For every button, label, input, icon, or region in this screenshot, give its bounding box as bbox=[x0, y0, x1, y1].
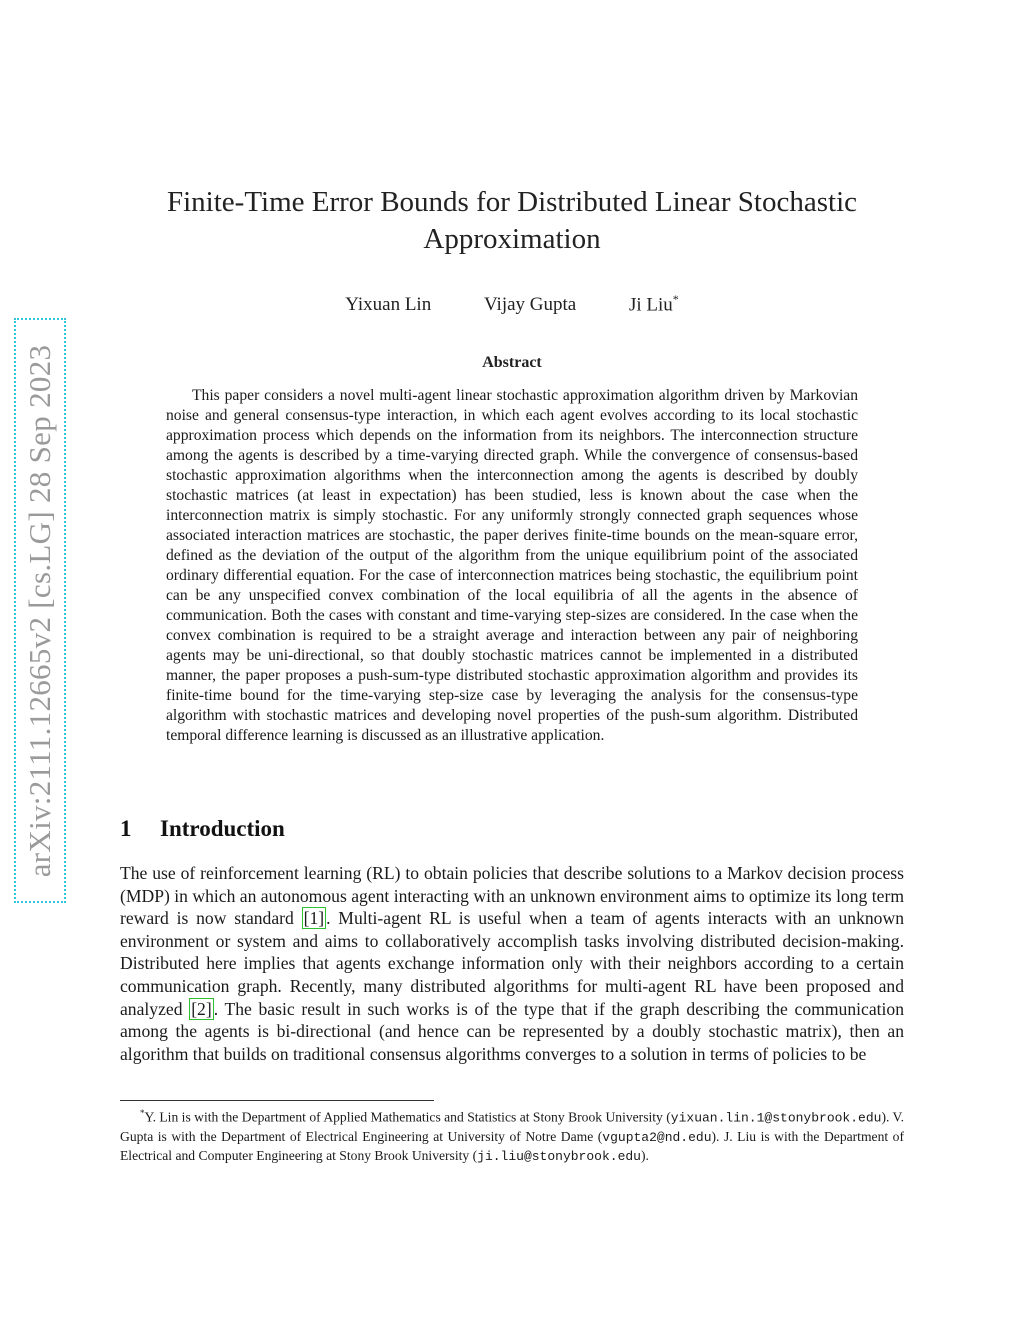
intro-text-3: . The basic result in such works is of the type that if the graph describing the communication among the agents is bi-directional (and hence can be represented by a doubly stochastic matrix), then an algorithm that builds on traditional consensus algorithms converges to a solution in terms of policies to be bbox=[120, 998, 904, 1064]
citation-link-2[interactable]: [2] bbox=[191, 998, 212, 1019]
title-line-1: Finite-Time Error Bounds for Distributed Linear Stochastic bbox=[167, 186, 857, 218]
footnote-text-3: ). J. Liu is with the Department of Electrical and Computer Engineering at Stony Brook University ( bbox=[120, 1128, 904, 1164]
section-heading bbox=[120, 816, 285, 842]
paper-title bbox=[140, 184, 884, 258]
author-3 bbox=[629, 292, 679, 316]
intro-text-1: The use of reinforcement learning (RL) to obtain policies that describe solutions to a Markov decision process (MDP) in which an autonomous agent interacting with an unknown environment aims to optimize its long term reward is now standard bbox=[120, 863, 904, 929]
author-3-name: Ji Liu bbox=[628, 294, 673, 316]
footnote-text-2: ). V. Gupta is with the Department of Electrical Engineering at University of Notre Dame ( bbox=[120, 1109, 904, 1144]
email-lin: yixuan.lin.1@stonybrook.edu bbox=[670, 1110, 882, 1126]
author-footnote-mark: * bbox=[672, 292, 679, 306]
arxiv-identifier: arXiv:2111.12665v2 [cs.LG] 28 Sep 2023 bbox=[22, 344, 57, 877]
author-1: Yixuan Lin bbox=[345, 294, 432, 316]
author-list bbox=[0, 292, 1024, 320]
citation-link-1[interactable]: [1] bbox=[303, 908, 325, 929]
author-footnote bbox=[120, 1104, 904, 1167]
email-liu: ji.liu@stonybrook.edu bbox=[477, 1149, 641, 1165]
section-number: 1 bbox=[120, 816, 132, 841]
abstract-text: This paper considers a novel multi-agent linear stochastic approximation algorithm driven by Markovian noise and general consensus-type interaction, in which each agent evolves according to its local stochastic approximation process which depends on the information from its neighbors. The interconnection structure among the agents is described by a time-varying directed graph. While the convergence of consensus-based stochastic approximation algorithms when the interconnection among the agents is described by doubly stochastic matrices (at least in expectation) has been studied, less is known about the case when the interconnection matrix is simply stochastic. For any uniformly strongly connected graph sequences whose associated interaction matrices are stochastic, the paper derives finite-time bounds on the mean-square error, defined as the deviation of the output of the algorithm from the unique equilibrium point of the associated ordinary differential equation. For the case of interconnection matrices being stochastic, the equilibrium point can be any unspecified convex combination of the local equilibria of all the agents in the absence of communication. Both the cases with constant and time-varying step-sizes are considered. In the case when the convex combination is required to be a straight average and interaction between any pair of neighboring agents may be uni-directional, so that doubly stochastic matrices cannot be implemented in a distributed manner, the paper proposes a push-sum-type distributed stochastic approximation algorithm and provides its finite-time bound for the time-varying step-size case by leveraging the analysis for the consensus-type algorithm with stochastic matrices and developing novel properties of the push-sum algorithm. Distributed temporal difference learning is discussed as an illustrative application. bbox=[166, 387, 858, 744]
footnote-text-4: ). bbox=[640, 1148, 649, 1164]
abstract-heading: Abstract bbox=[482, 354, 542, 371]
intro-text-2: . Multi-agent RL is useful when a team of agents interacts with an unknown environment or system and aims to collaboratively accomplish tasks involving distributed decision-making. Distributed here implies that agents exchange information only with their neighbors according to a certain communication graph. Recently, many distributed algorithms for multi-agent RL have been proposed and analyzed bbox=[120, 908, 904, 1019]
author-2: Vijay Gupta bbox=[483, 294, 577, 316]
arxiv-stamp bbox=[14, 318, 66, 903]
footnote-mark: * bbox=[140, 1108, 145, 1118]
footnote-divider bbox=[120, 1100, 434, 1101]
title-line-2: Approximation bbox=[423, 223, 601, 255]
section-title: Introduction bbox=[160, 816, 285, 841]
footnote-text-1: Y. Lin is with the Department of Applied Mathematics and Statistics at Stony Brook University ( bbox=[144, 1109, 671, 1125]
intro-paragraph bbox=[120, 862, 904, 1065]
email-gupta: vgupta2@nd.edu bbox=[602, 1129, 712, 1145]
